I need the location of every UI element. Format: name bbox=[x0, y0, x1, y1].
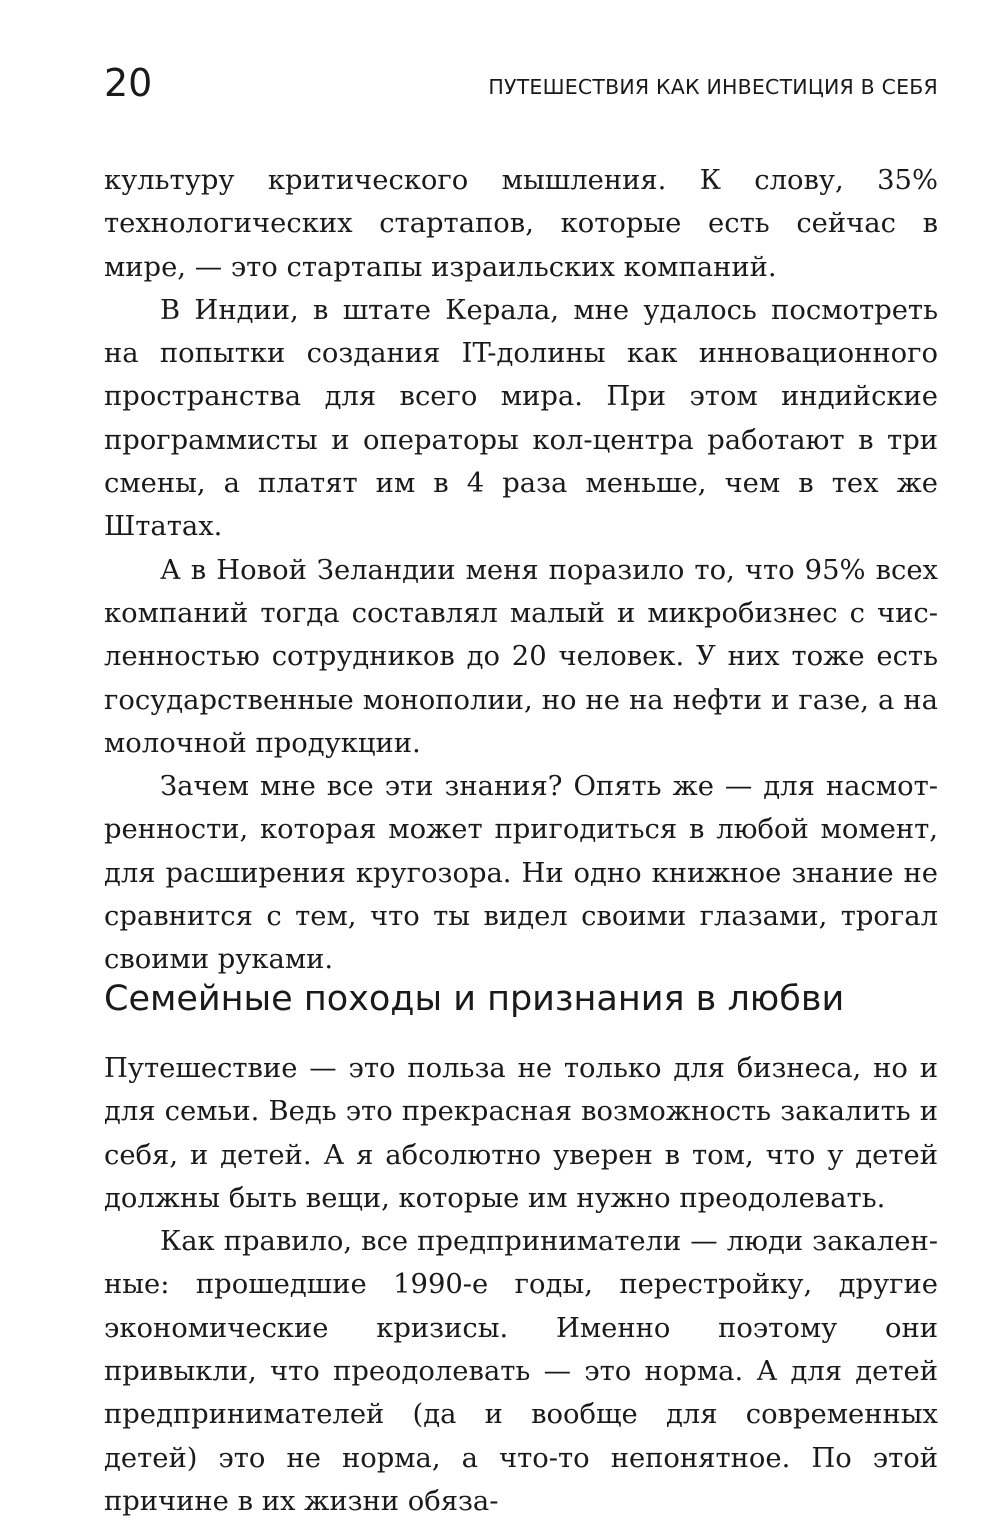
running-title: ПУТЕШЕСТВИЯ КАК ИНВЕСТИЦИЯ В СЕБЯ bbox=[488, 75, 938, 99]
text-block-1 bbox=[104, 159, 938, 982]
paragraph: Путешествие — это польза не только для бизнеса, но и для семьи. Ведь это прекрасная возможность закалить и себя, и детей. А я абсолютно уверен в том, что у детей должны быть вещи, которые им нужно преодолевать. bbox=[104, 1053, 938, 1214]
text-block-2 bbox=[104, 1047, 938, 1523]
paragraph: А в Новой Зеландии меня поразило то, что 95% всех компаний тогда составлял малый и микробизнес с численностью сотрудников до 20 человек. У них тоже есть государственные монополии, но не на нефти и газе, а на молочной продукции. bbox=[104, 554, 938, 759]
paragraph: культуру критического мышления. К слову, 35% технологических стартапов, которые есть сейчас в мире, — это стартапы израильских компаний. bbox=[104, 165, 938, 283]
section-heading: Семейные походы и признания в любви bbox=[104, 979, 845, 1019]
page-number: 20 bbox=[104, 61, 153, 105]
paragraph: В Индии, в штате Керала, мне удалось посмотреть на попытки создания IT-долины как инновационного пространства для всего мира. При этом индийские программисты и операторы кол-центра работают в три смены, а платят им в 4 раза меньше, чем в тех же Штатах. bbox=[104, 294, 938, 543]
paragraph: Как правило, все предприниматели — люди закаленные: прошедшие 1990-е годы, перестройку, другие экономические кризисы. Именно поэтому они привыкли, что преодолевать — это норма. А для детей предпринимателей (да и вообще для современных детей) это не норма, а что-то непонятное. По этой причине в их жизни обяза- bbox=[104, 1226, 938, 1517]
paragraph: Зачем мне все эти знания? Опять же — для насмотренности, которая может пригодиться в любой момент, для расширения кругозора. Ни одно книжное знание не сравнится с тем, что ты видел своими глазами, трогал своими руками. bbox=[104, 771, 938, 976]
